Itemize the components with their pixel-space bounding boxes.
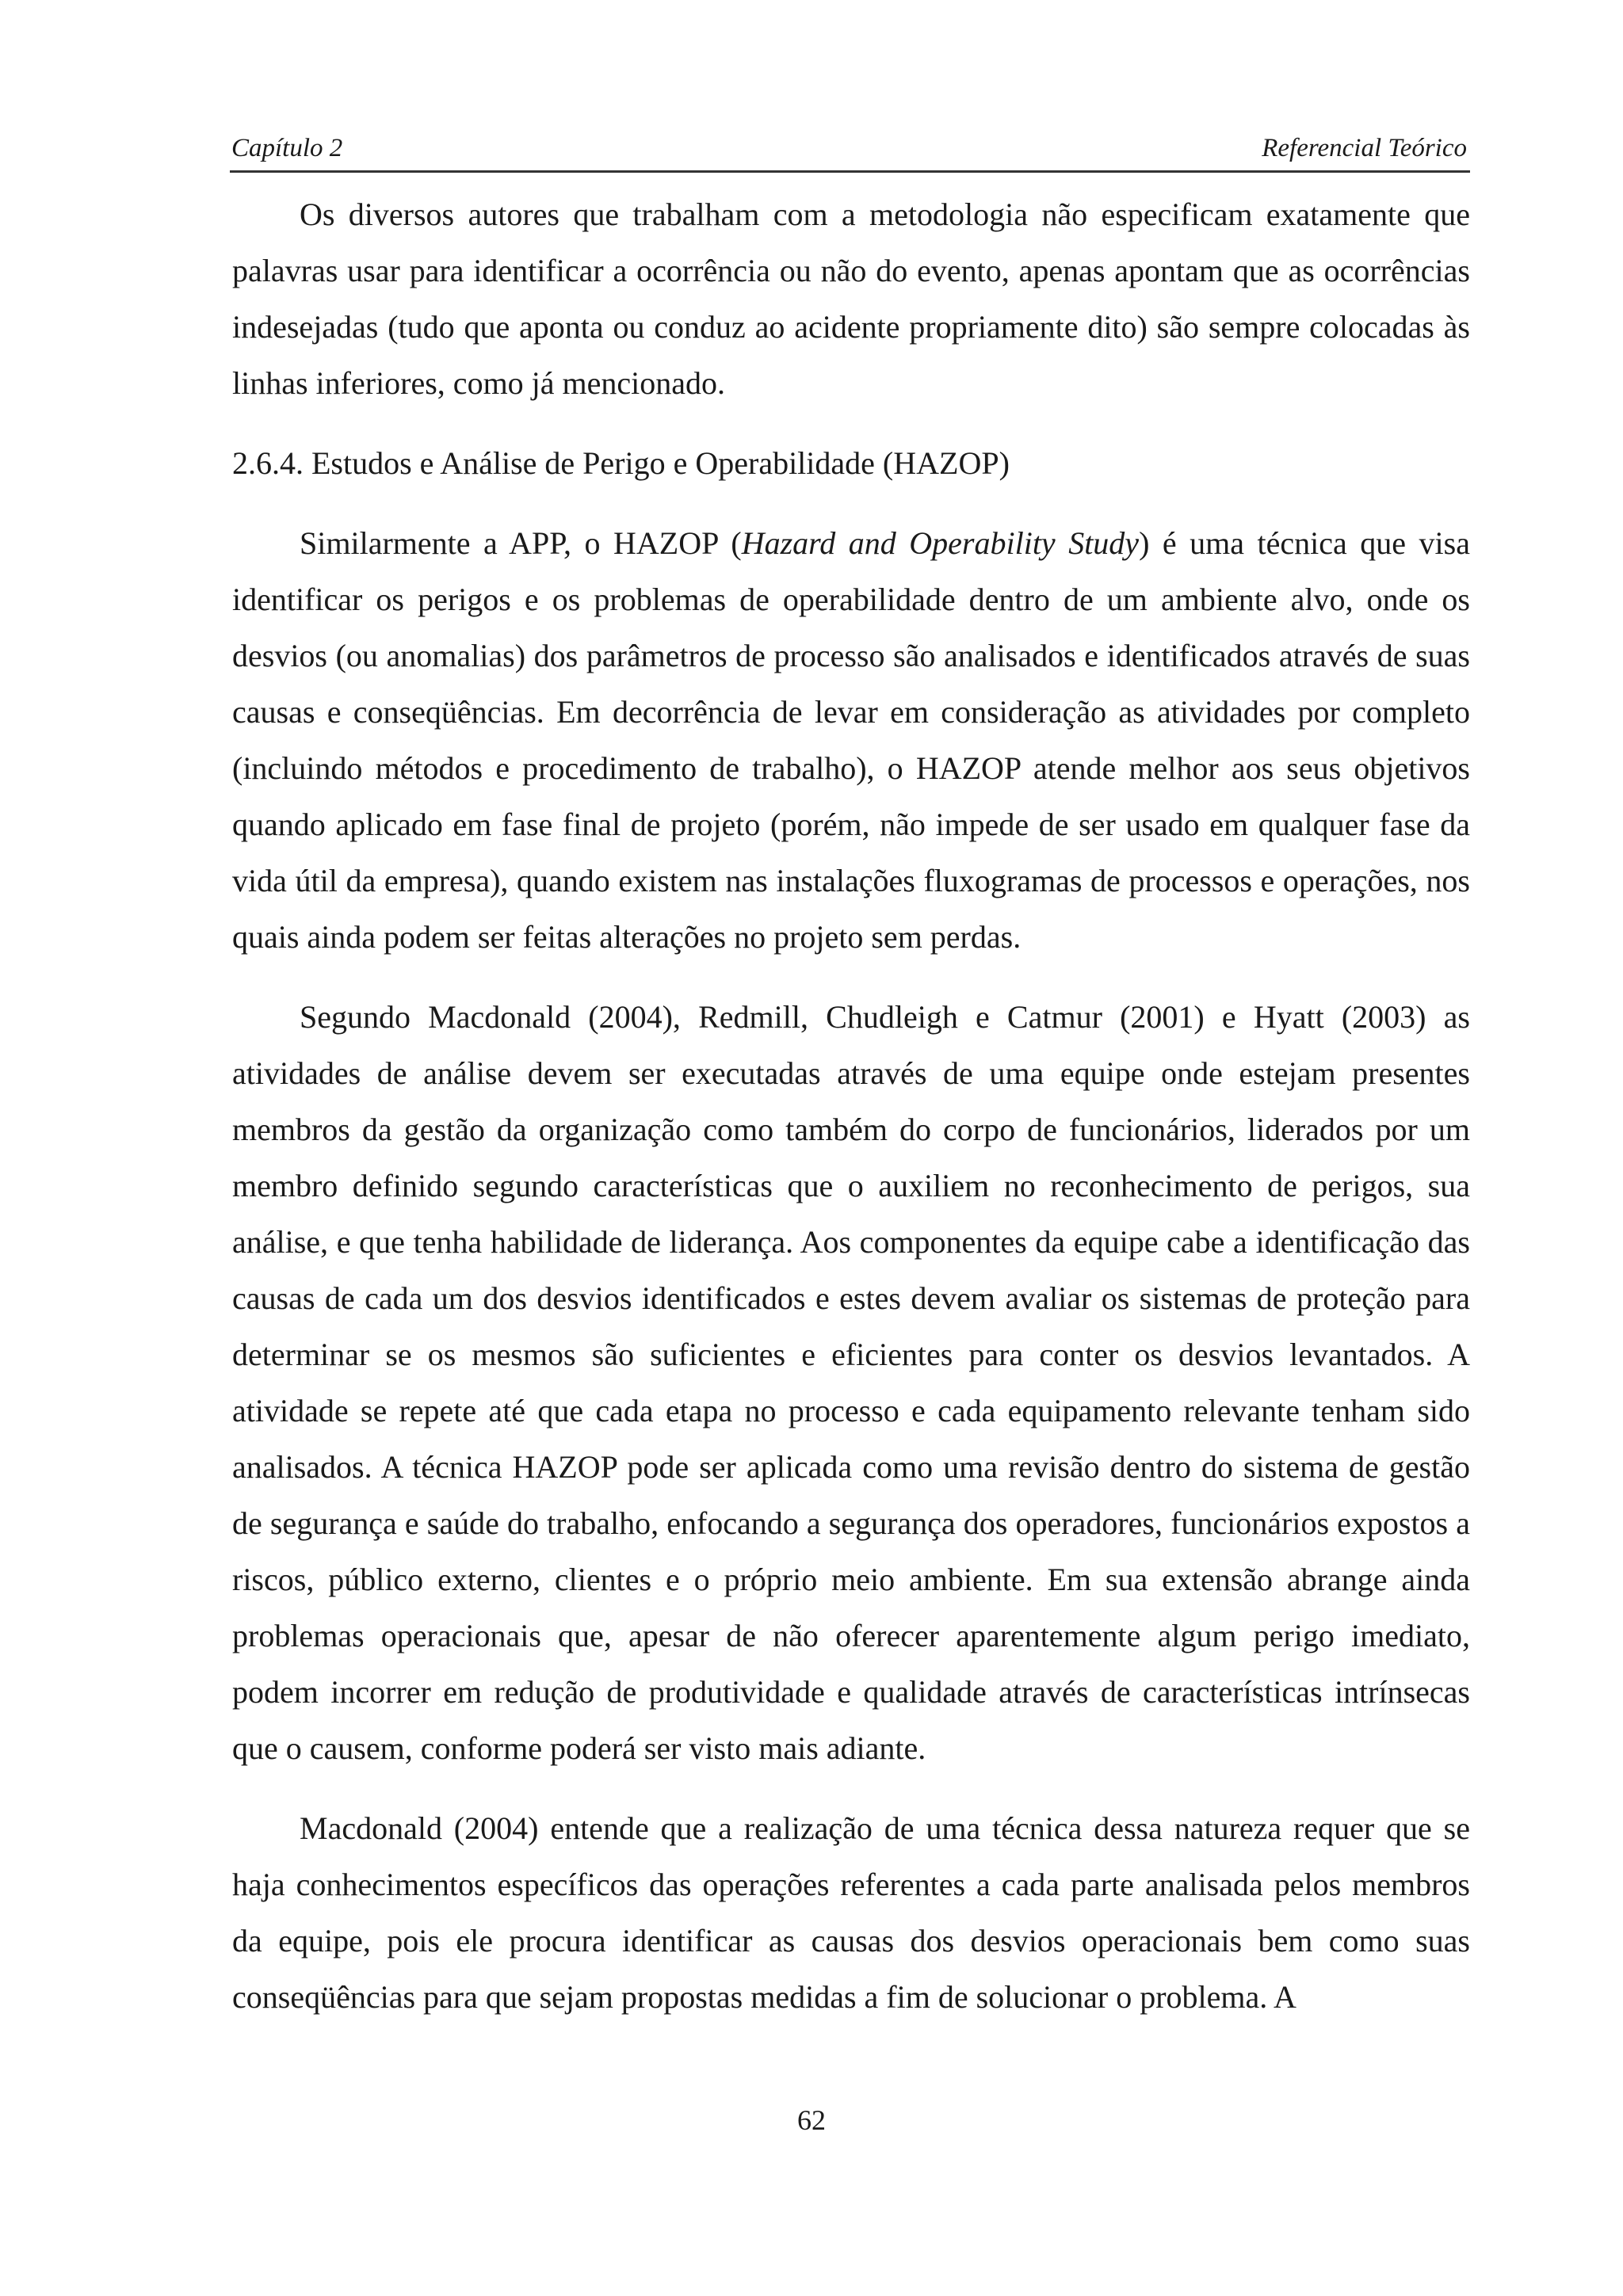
paragraph-1: Os diversos autores que trabalham com a metodologia não especificam exatamente que palavras usar para identificar a ocorrência ou não do evento, apenas apontam que as ocorrências indesejadas (tudo que aponta ou conduz ao acidente propriamente dito) são sempre colocadas às linhas inferiores, como já mencionado. — [232, 196, 1470, 401]
paragraph-2 — [232, 515, 1470, 965]
paragraph-4: Macdonald (2004) entende que a realização de uma técnica dessa natureza requer que se haja conhecimentos específicos das operações referentes a cada parte analisada pelos membros da equipe, pois ele procura identificar as causas dos desvios operacionais bem como suas conseqüências para que sejam propostas medidas a fim de solucionar o problema. A — [232, 1810, 1470, 2015]
paragraph-2-italic-term: Hazard and Operability Study — [741, 525, 1140, 561]
paragraph-2-text-end: ) é uma técnica que visa identificar os perigos e os problemas de operabilidade dentro de um ambiente alvo, onde os desvios (ou anomalias) dos parâmetros de processo são analisados e identificados através de suas causas e conseqüências. Em decorrência de levar em consideração as atividades por completo (incluindo métodos e procedimento de trabalho), o HAZOP atende melhor aos seus objetivos quando aplicado em fase final de projeto (porém, não impede de ser usado em qualquer fase da vida útil da empresa), quando existem nas instalações fluxogramas de processos e operações, nos quais ainda podem ser feitas alterações no projeto sem perdas. — [232, 525, 1470, 955]
paragraph-2-text-start: Similarmente a APP, o HAZOP ( — [300, 525, 742, 561]
chapter-label: Capítulo 2 — [231, 134, 343, 162]
section-heading: 2.6.4. Estudos e Análise de Perigo e Operabilidade (HAZOP) — [232, 445, 1010, 481]
page-number: 62 — [797, 2104, 826, 2136]
paragraph-3: Segundo Macdonald (2004), Redmill, Chudleigh e Catmur (2001) e Hyatt (2003) as atividades de análise devem ser executadas através de uma equipe onde estejam presentes membros da gestão da organização como também do corpo de funcionários, liderados por um membro definido segundo características que o auxiliem no reconhecimento de perigos, sua análise, e que tenha habilidade de liderança. Aos componentes da equipe cabe a identificação das causas de cada um dos desvios identificados e estes devem avaliar os sistemas de proteção para determinar se os mesmos são suficientes e eficientes para conter os desvios levantados. A atividade se repete até que cada etapa no processo e cada equipamento relevante tenham sido analisados. A técnica HAZOP pode ser aplicada como uma revisão dentro do sistema de gestão de segurança e saúde do trabalho, enfocando a segurança dos operadores, funcionários expostos a riscos, público externo, clientes e o próprio meio ambiente. Em sua extensão abrange ainda problemas operacionais que, apesar de não oferecer aparentemente algum perigo imediato, podem incorrer em redução de produtividade e qualidade através de características intrínsecas que o causem, conforme poderá ser visto mais adiante. — [232, 999, 1470, 1766]
body-text — [232, 186, 1470, 2025]
running-header — [230, 131, 1470, 173]
section-label: Referencial Teórico — [1262, 134, 1467, 162]
